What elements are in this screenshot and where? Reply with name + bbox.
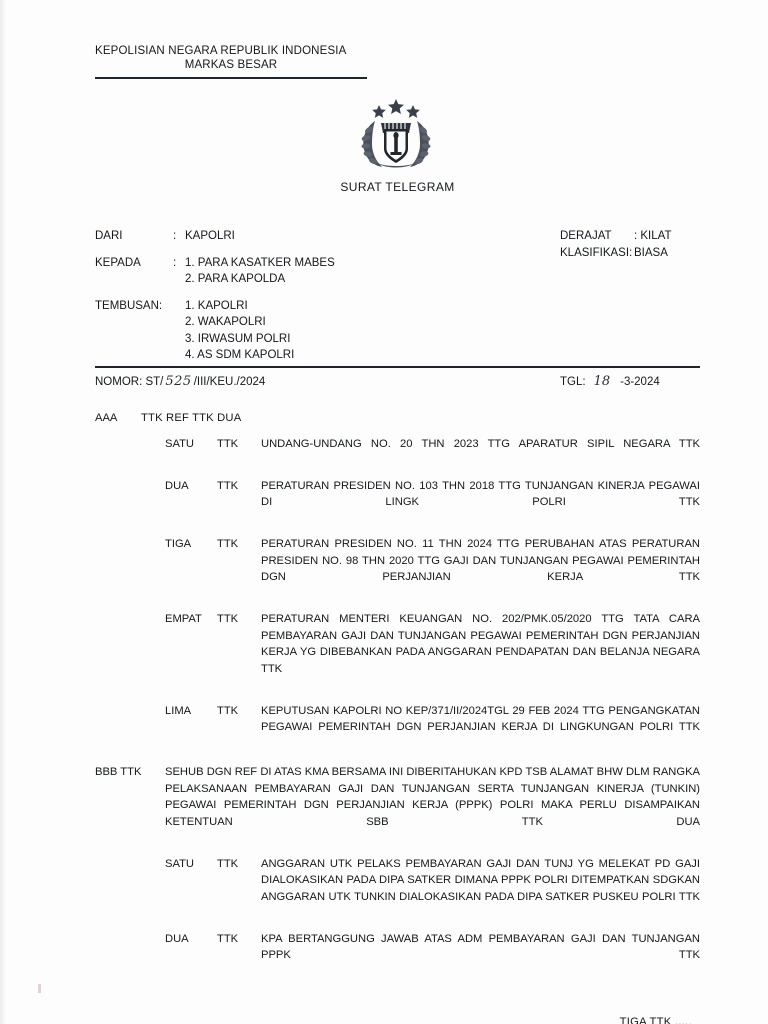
- item-text: KPA BERTANGGUNG JAWAB ATAS ADM PEMBAYARAN GAJI DAN TUNJANGAN PPPK TTK: [261, 932, 700, 961]
- item-number: SATU: [165, 857, 195, 870]
- item-ttk: TTK: [217, 538, 239, 550]
- item-text: PERATURAN MENTERI KEUANGAN NO. 202/PMK.05/2020 TTG TATA CARA PEMBAYARAN GAJI DAN TUNJANGAN PEGAWAI PEMERINTAH DGN PERJANJIAN KERJA YG DIBEBANKAN PADA ANGGARAN PENDAPATAN DAN BELANJA NEGARA TTK: [261, 613, 700, 675]
- meta-row-tembusan: [95, 298, 700, 364]
- section-a-item: [95, 478, 700, 528]
- item-number: DUA: [165, 932, 189, 945]
- section-b-item: [95, 931, 700, 981]
- derajat-row: [560, 228, 672, 245]
- letterhead-line-2: MARKAS BESAR: [184, 59, 278, 71]
- tembusan-item: 3. IRWASUM POLRI: [185, 332, 291, 345]
- tgl-label: TGL:: [560, 376, 586, 388]
- klasifikasi-value: BIASA: [634, 246, 668, 259]
- tgl-suffix: -3-2024: [620, 376, 660, 388]
- item-ttk: TTK: [217, 932, 239, 945]
- tembusan-label: TEMBUSAN:: [95, 299, 163, 312]
- section-a-head-text: TTK REF TTK DUA: [141, 412, 242, 424]
- section-a-item: [95, 611, 700, 694]
- section-b-item: [95, 856, 700, 922]
- item-text: KEPUTUSAN KAPOLRI NO KEP/371/II/2024TGL 29 FEB 2024 TTG PENGANGKATAN PEGAWAI PEMERINTAH DGN PERJANJIAN KERJA DI LINGKUNGAN POLRI TTK: [261, 704, 700, 733]
- kepada-label: KEPADA: [95, 256, 141, 269]
- classification-block: [560, 228, 672, 261]
- section-a-tag: AAA: [95, 412, 118, 424]
- letterhead: [95, 45, 367, 79]
- kepada-item: 1. PARA KASATKER MABES: [185, 256, 335, 269]
- kepada-item: 2. PARA KAPOLDA: [185, 273, 286, 285]
- document-sheet: [95, 0, 700, 1024]
- item-text: UNDANG-UNDANG NO. 20 THN 2023 TTG APARATUR SIPIL NEGARA TTK: [261, 437, 700, 450]
- tgl-line: [560, 374, 660, 389]
- klasifikasi-row: [560, 245, 672, 262]
- nomor-prefix: NOMOR: ST/: [95, 376, 164, 388]
- item-ttk: TTK: [217, 479, 239, 492]
- nomor-suffix: /III/KEU./2024: [193, 376, 266, 388]
- section-b-label: BBB TTK: [95, 766, 142, 778]
- tembusan-item: 4. AS SDM KAPOLRI: [185, 349, 295, 361]
- document-title: SURAT TELEGRAM: [340, 180, 455, 194]
- item-ttk: TTK: [217, 857, 239, 870]
- item-ttk: TTK: [217, 704, 239, 717]
- scan-smudge: [38, 984, 41, 993]
- kepada-colon: :: [173, 256, 177, 269]
- item-ttk: TTK: [217, 437, 239, 450]
- letterhead-line-1: KEPOLISIAN NEGARA REPUBLIK INDONESIA: [95, 45, 347, 57]
- tembusan-item: 2. WAKAPOLRI: [185, 316, 266, 328]
- section-b-text: SEHUB DGN REF DI ATAS KMA BERSAMA INI DIBERITAHUKAN KPD TSB ALAMAT BHW DLM RANGKA PELAKSANAAN PEMBAYARAN GAJI DAN TUNJANGAN SERTA TUNJANGAN KINERJA (TUNKIN) PEGAWAI PEMERINTAH DGN PERJANJIAN KERJA (PPPK) POLRI MAKA PERLU DISAMPAIKAN KETENTUAN SBB TTK DUA: [165, 766, 700, 828]
- section-a-item: [95, 436, 700, 469]
- dari-label: DARI: [95, 230, 123, 242]
- continuation-marker: TIGA TTK .....: [619, 1016, 692, 1024]
- item-number: TIGA: [165, 538, 192, 550]
- tembusan-item: 1. KAPOLRI: [185, 299, 248, 312]
- item-number: LIMA: [165, 704, 192, 717]
- derajat-value: : KILAT: [634, 230, 672, 242]
- item-number: SATU: [165, 437, 195, 450]
- klasifikasi-label: KLASIFIKASI:: [560, 246, 633, 259]
- document-body: [95, 410, 700, 1024]
- item-ttk: TTK: [217, 613, 239, 625]
- polri-emblem-icon: [351, 97, 441, 171]
- nomor-handwritten-number: 525: [165, 374, 192, 389]
- dari-colon: :: [173, 230, 177, 242]
- nomor-divider: [95, 366, 700, 368]
- item-number: EMPAT: [165, 613, 202, 625]
- derajat-label: DERAJAT: [560, 230, 612, 242]
- dari-value: KAPOLRI: [185, 230, 235, 242]
- item-text: ANGGARAN UTK PELAKS PEMBAYARAN GAJI DAN TUNJ YG MELEKAT PD GAJI DIALOKASIKAN PADA DIPA SATKER DIMANA PPPK POLRI DITEMPATKAN SDGKAN ANGGARAN UTK TUNKIN DIALOKASIKAN PADA DIPA SATKER PUSKEU POLRI TTK: [261, 857, 700, 903]
- meta-block: [95, 228, 700, 364]
- letterhead-rule: [95, 77, 367, 79]
- section-b-paragraph: [95, 764, 700, 847]
- section-a-item: [95, 536, 700, 602]
- item-number: DUA: [165, 479, 189, 492]
- section-a-header: [95, 410, 700, 427]
- item-text: PERATURAN PRESIDEN NO. 103 THN 2018 TTG TUNJANGAN KINERJA PEGAWAI DI LINGK POLRI TTK: [261, 479, 700, 508]
- item-text: PERATURAN PRESIDEN NO. 11 THN 2024 TTG PERUBAHAN ATAS PERATURAN PRESIDEN NO. 98 THN 2020 TTG GAJI DAN TUNJANGAN PEGAWAI PEMERINTAH DGN PERJANJIAN KERJA TTK: [261, 538, 700, 583]
- section-a-item: [95, 703, 700, 753]
- tembusan-values: [185, 298, 700, 364]
- tgl-handwritten-day: 18: [593, 374, 611, 389]
